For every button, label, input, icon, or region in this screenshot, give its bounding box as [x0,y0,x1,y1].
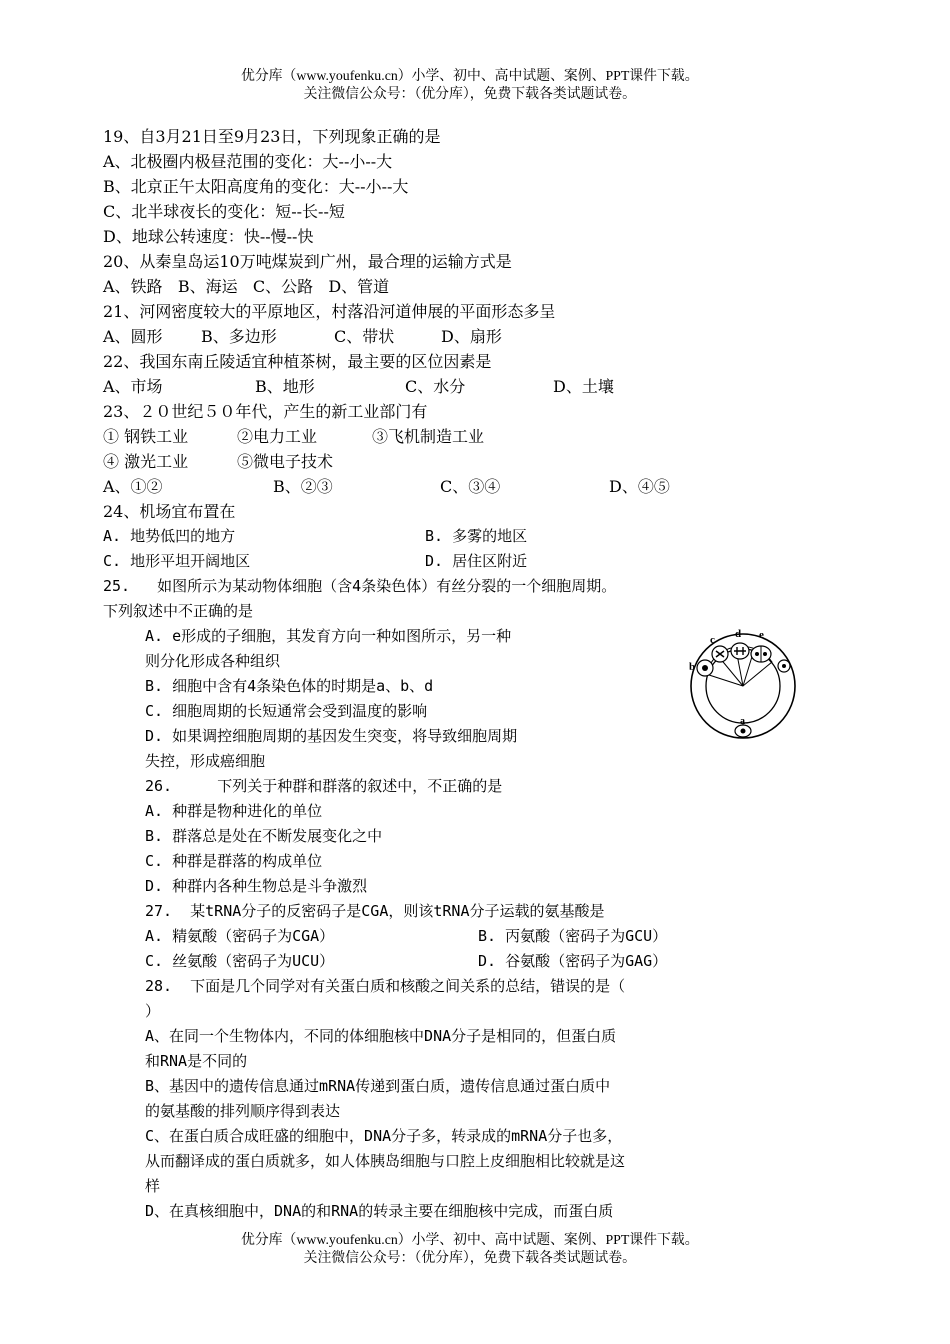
cell-cycle-diagram [688,626,798,744]
header-line-2: 关注微信公众号：（优分库），免费下载各类试题试卷。 [303,87,636,102]
q27-option-b: B. 丙氨酸（密码子为GCU） [478,927,668,945]
q23-item-5: ⑤微电子技术 [237,452,334,471]
q25-option-a-line-1: A. e形成的子细胞，其发育方向一种如图所示，另一种 [145,627,512,645]
cell-phase-d [731,643,749,659]
q21-option-c: C、带状 [334,327,395,346]
q19-option-a: A、北极圈内极昼范围的变化：大--小--大 [103,152,393,171]
q28-option-c-line-1: C、在蛋白质合成旺盛的细胞中，DNA分子多，转录成的mRNA分子也多， [145,1127,623,1145]
diagram-label-d: d [735,628,742,640]
footer-line-1: 优分库（www.youfenku.cn）小学、初中、高中试题、案例、PPT课件下载。 [240,1233,699,1248]
header-line-1: 优分库（www.youfenku.cn）小学、初中、高中试题、案例、PPT课件下载。 [240,69,699,84]
cell-phase-c [712,646,728,662]
cell-phase-small [778,660,790,672]
q23-item-3: ③飞机制造工业 [372,427,485,446]
q25-option-b: B. 细胞中含有4条染色体的时期是a、b、d [145,677,434,695]
q23-item-4: ④ 激光工业 [103,452,189,471]
q23-option-d: D、④⑤ [609,477,670,496]
q27-option-c: C. 丝氨酸（密码子为UCU） [145,952,335,970]
q25-stem-line-1: 25. 如图所示为某动物体细胞（含4条染色体）有丝分裂的一个细胞周期。 [103,577,617,595]
q26-option-c: C. 种群是群落的构成单位 [145,852,323,870]
q23-item-2: ②电力工业 [237,427,318,446]
q27-stem: 27. 某tRNA分子的反密码子是CGA，则该tRNA分子运载的氨基酸是 [145,902,605,920]
q23-stem: 23、２０世纪５０年代，产生的新工业部门有 [103,402,428,421]
q25-option-a-line-2: 则分化形成各种组织 [145,652,281,670]
q25-option-d-line-2: 失控，形成癌细胞 [145,752,266,770]
q25-option-c: C. 细胞周期的长短通常会受到温度的影响 [145,702,428,720]
q28-option-c-line-3: 样 [145,1177,161,1195]
q28-option-a-line-1: A、在同一个生物体内，不同的体细胞核中DNA分子是相同的，但蛋白质 [145,1027,617,1045]
q27-option-d: D. 谷氨酸（密码子为GAG） [478,952,668,970]
q27-option-a: A. 精氨酸（密码子为CGA） [145,927,335,945]
q28-option-d-line-1: D、在真核细胞中，DNA的和RNA的转录主要在细胞核中完成，而蛋白质 [145,1202,614,1220]
q24-option-d: D. 居住区附近 [425,552,528,570]
q23-option-a: A、①② [103,477,163,496]
q20-stem: 20、从秦皇岛运10万吨煤炭到广州，最合理的运输方式是 [103,252,512,271]
q25-option-d-line-1: D. 如果调控细胞周期的基因发生突变，将导致细胞周期 [145,727,518,745]
q25-stem-line-2: 下列叙述中不正确的是 [103,602,254,620]
q24-option-c: C. 地形平坦开阔地区 [103,552,251,570]
footer-line-2: 关注微信公众号：（优分库），免费下载各类试题试卷。 [303,1251,636,1266]
q22-option-a: A、市场 [103,377,163,396]
q26-option-a: A. 种群是物种进化的单位 [145,802,323,820]
q24-option-b: B. 多雾的地区 [425,527,528,545]
diagram-label-b: b [689,661,696,673]
q28-option-b-line-2: 的氨基酸的排列顺序得到表达 [145,1102,341,1120]
q28-stem-line-1: 28. 下面是几个同学对有关蛋白质和核酸之间关系的总结，错误的是（ [145,977,626,995]
q28-stem-line-2: ） [145,1002,161,1020]
q26-stem: 26. 下列关于种群和群落的叙述中，不正确的是 [145,777,503,795]
q28-option-b-line-1: B、基因中的遗传信息通过mRNA传递到蛋白质，遗传信息通过蛋白质中 [145,1077,611,1095]
diagram-label-e: e [759,629,764,641]
q26-option-b: B. 群落总是处在不断发展变化之中 [145,827,383,845]
q24-stem: 24、机场宜布置在 [103,502,236,521]
q21-stem: 21、河网密度较大的平原地区，村落沿河道伸展的平面形态多呈 [103,302,556,321]
q23-option-c: C、③④ [440,477,501,496]
cell-phase-e [751,646,771,662]
q22-stem: 22、我国东南丘陵适宜种植茶树，最主要的区位因素是 [103,352,492,371]
q22-option-c: C、水分 [405,377,466,396]
q19-option-d: D、地球公转速度：快--慢--快 [103,227,314,246]
q24-option-a: A. 地势低凹的地方 [103,527,236,545]
q21-option-b: B、多边形 [201,327,277,346]
q21-option-a: A、圆形 [103,327,163,346]
q22-option-d: D、土壤 [553,377,614,396]
q23-item-1: ① 钢铁工业 [103,427,189,446]
diagram-label-a: a [740,716,745,727]
cell-phase-b [697,660,713,676]
q28-option-a-line-2: 和RNA是不同的 [145,1052,248,1070]
q19-stem: 19、自3月21日至9月23日，下列现象正确的是 [103,127,441,146]
q19-option-b: B、北京正午太阳高度角的变化：大--小--大 [103,177,409,196]
q20-options: A、铁路 B、海运 C、公路 D、管道 [103,277,390,296]
q21-option-d: D、扇形 [441,327,502,346]
q23-option-b: B、②③ [273,477,333,496]
q28-option-c-line-2: 从而翻译成的蛋白质就多，如人体胰岛细胞与口腔上皮细胞相比较就是这 [145,1152,626,1170]
q22-option-b: B、地形 [255,377,315,396]
q19-option-c: C、北半球夜长的变化：短--长--短 [103,202,345,221]
q26-option-d: D. 种群内各种生物总是斗争激烈 [145,877,368,895]
diagram-label-c: c [710,634,715,646]
